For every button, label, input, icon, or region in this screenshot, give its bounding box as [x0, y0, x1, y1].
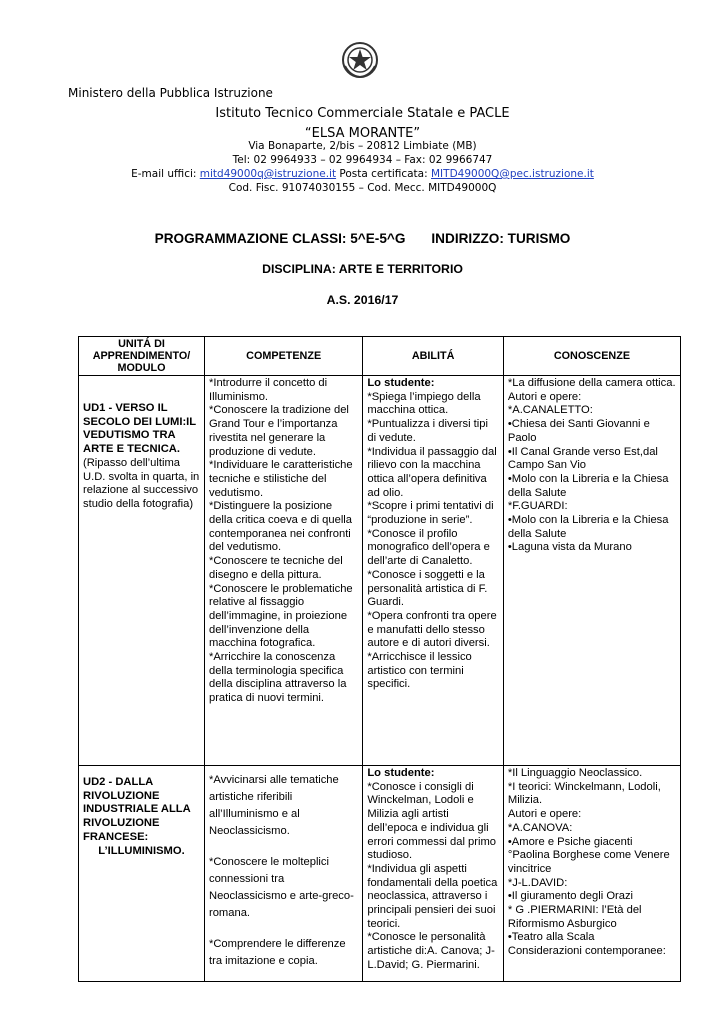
- abilita-item: *Individua gli aspetti fondamentali della poetica neoclassica, attraverso i principali pensieri dei suoi teorici.: [367, 862, 498, 930]
- conoscenza-item: •Teatro alla Scala: [507, 931, 595, 944]
- school-address: Via Bonaparte, 2/bis – 20812 Limbiate (MB): [248, 140, 477, 152]
- conoscenza-item: *Il Linguaggio Neoclassico.: [507, 767, 643, 779]
- abilita-item: *Scopre i primi tentativi di “produzione in serie”.: [367, 500, 494, 527]
- address-label: INDIRIZZO: TURISMO: [431, 231, 571, 246]
- institute-name: Istituto Tecnico Commerciale Statale e PACLE: [215, 106, 510, 121]
- classes-label: PROGRAMMAZIONE CLASSI: 5^E-5^G: [154, 231, 406, 246]
- conoscenza-item: *I teorici: Winckelmann, Lodoli, Milizia.: [507, 780, 661, 807]
- unit-title: UD2 - DALLA RIVOLUZIONE INDUSTRIALE ALLA RIVOLUZIONE FRANCESE:: [83, 776, 191, 843]
- header-competenze: COMPETENZE: [204, 337, 362, 376]
- abilita-item: *Conosce i consigli di Winckelman, Lodoli e Milizia agli artisti dell’epoca e individua gli errori commessi dal primo studioso.: [367, 780, 497, 862]
- school-year: A.S. 2016/17: [326, 293, 399, 307]
- school-phone: Tel: 02 9964933 – 02 9964934 – Fax: 02 9966747: [232, 154, 493, 166]
- competenza-item: *Avvicinarsi alle tematiche artistiche riferibili all’Illuminismo e al Neoclassicismo.: [208, 774, 339, 837]
- unit-cell: [79, 766, 205, 982]
- conoscenza-item: *J-L.DAVID:: [507, 876, 568, 889]
- unit-cell: [79, 376, 205, 766]
- competenze-cell: [204, 376, 362, 766]
- conoscenza-item: * G .PIERMARINI: l’Età del Riformismo Asburgico: [507, 904, 642, 930]
- unit-title: UD1 - VERSO IL SECOLO DEI LUMI:IL VEDUTISMO TRA ARTE E TECNICA.: [83, 402, 196, 456]
- email-link[interactable]: mitd49000q@istruzione.it: [199, 168, 337, 180]
- conoscenza-item: *A.CANOVA:: [507, 821, 573, 834]
- competenze-cell: [204, 766, 362, 982]
- conoscenze-cell: [503, 766, 680, 982]
- abilita-item: *Spiega l’impiego della macchina ottica.: [367, 390, 481, 417]
- programming-title: [0, 231, 725, 246]
- conoscenza-item: *La diffusione della camera ottica.: [507, 377, 676, 389]
- abilita-heading: Lo studente:: [367, 377, 435, 389]
- header-unit: UNITÁ DI APPRENDIMENTO/ MODULO: [79, 337, 205, 376]
- conoscenza-item: Autori e opere:: [507, 390, 582, 403]
- conoscenza-item: •Molo con la Libreria e la Chiesa della Salute: [507, 472, 669, 499]
- abilita-item: *Arricchisce il lessico artistico con termini specifici.: [367, 651, 472, 691]
- conoscenza-item: •Il Canal Grande verso Est,dal Campo San Vio: [507, 445, 658, 472]
- conoscenza-item: Considerazioni contemporanee:: [507, 945, 666, 958]
- header-abilita: ABILITÁ: [363, 337, 504, 376]
- conoscenza-item: °Paolina Borghese come Venere vincitrice: [507, 849, 670, 875]
- abilita-cell: [363, 766, 504, 982]
- competenza-item: *Introdurre il concetto di Illuminismo.: [208, 377, 328, 403]
- competenza-item: *Comprendere le differenze tra imitazione e copia.: [208, 938, 346, 967]
- unit-subtitle: L’ILLUMINISMO.: [98, 844, 185, 857]
- conoscenza-item: *F.GUARDI:: [507, 500, 568, 513]
- abilita-item: *Puntualizza i diversi tipi di vedute.: [367, 418, 488, 444]
- competenza-item: *Conoscere la tradizione del Grand Tour e l’importanza rivestita nel generare la produzione di vedute.: [208, 404, 349, 458]
- header-conoscenze: CONOSCENZE: [503, 337, 680, 376]
- abilita-item: *Opera confronti tra opere e manufatti dello stesso autore e di autori diversi.: [367, 609, 497, 650]
- abilita-item: *Conosce il profilo monografico dell’opera e dell’arte di Canaletto.: [367, 527, 490, 568]
- competenza-item: *Arricchire la conoscenza della terminologia specifica della disciplina attraverso la pratica di nuovi termini.: [208, 651, 347, 705]
- conoscenza-item: •Laguna vista da Murano: [507, 541, 632, 554]
- programming-table: [78, 336, 681, 982]
- conoscenza-item: •Il giuramento degli Orazi: [507, 890, 634, 903]
- ministry-name: Ministero della Pubblica Istruzione: [68, 86, 273, 100]
- pec-label: Posta certificata:: [336, 168, 431, 180]
- conoscenze-cell: [503, 376, 680, 766]
- school-email-line: [0, 168, 725, 180]
- competenza-item: *Conoscere te tecniche del disegno e della pittura.: [208, 555, 343, 581]
- competenza-item: *Distinguere la posizione della critica coeva e di quella contemporanea nei confronti del vedutismo.: [208, 500, 353, 554]
- table-header-row: [79, 337, 681, 376]
- table-row: [79, 376, 681, 766]
- conoscenza-item: •Molo con la Libreria e la Chiesa della Salute: [507, 514, 669, 540]
- abilita-item: *Conosce i soggetti e la personalità artistica di F. Guardi.: [367, 568, 488, 609]
- email-label: E-mail uffici:: [131, 168, 200, 180]
- abilita-cell: [363, 376, 504, 766]
- conoscenza-item: •Chiesa dei Santi Giovanni e Paolo: [507, 418, 650, 444]
- pec-link[interactable]: MITD49000Q@pec.istruzione.it: [431, 168, 594, 180]
- conoscenza-item: Autori e opere:: [507, 808, 582, 821]
- republic-emblem-icon: [340, 40, 380, 80]
- competenza-item: *Individuare le caratteristiche tecniche e stilistiche del vedutismo.: [208, 459, 353, 499]
- school-codes: Cod. Fisc. 91074030155 – Cod. Mecc. MITD49000Q: [228, 182, 497, 194]
- abilita-item: *Individua il passaggio dal rilievo con la macchina ottica all’opera definitiva ad olio.: [367, 445, 497, 499]
- conoscenza-item: •Amore e Psiche giacenti: [507, 835, 633, 848]
- school-name: “ELSA MORANTE”: [304, 126, 421, 141]
- discipline-title: DISCIPLINA: ARTE E TERRITORIO: [262, 262, 463, 276]
- conoscenza-item: *A.CANALETTO:: [507, 404, 593, 417]
- competenza-item: *Conoscere le molteplici connessioni tra Neoclassicismo e arte-greco-romana.: [208, 856, 354, 919]
- abilita-heading: Lo studente:: [367, 767, 435, 779]
- abilita-item: *Conosce le personalità artistiche di:A. Canova; J-L.David; G. Piermarini.: [367, 931, 495, 971]
- table-row: [79, 766, 681, 982]
- unit-note: (Ripasso dell’ultima U.D. svolta in quarta, in relazione al successivo studio della fotografia): [83, 456, 200, 510]
- competenza-item: *Conoscere le problematiche relative al fissaggio dell’immagine, in proiezione dell’invenzione della macchina fotografica.: [208, 582, 353, 650]
